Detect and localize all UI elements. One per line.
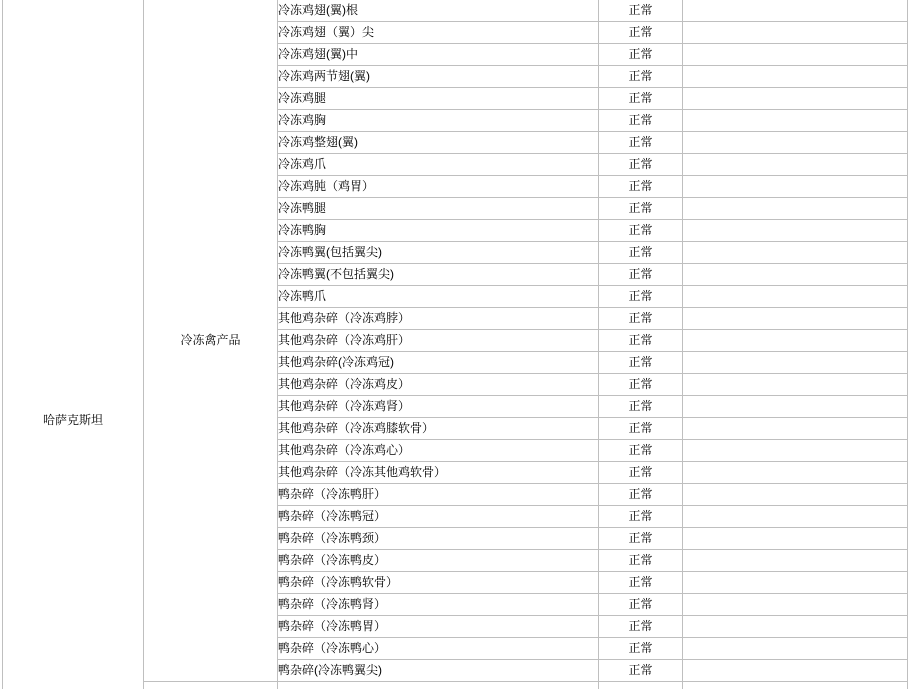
product-name-cell <box>278 682 599 689</box>
product-name-cell: 其他鸡杂碎（冷冻其他鸡软骨） <box>278 462 599 484</box>
country-cell <box>3 0 144 689</box>
status-cell <box>599 682 683 689</box>
product-name-cell: 其他鸡杂碎（冷冻鸡肾） <box>278 396 599 418</box>
status-cell: 正常 <box>599 88 683 110</box>
product-name-cell: 鸭杂碎（冷冻鸭肾） <box>278 594 599 616</box>
status-cell: 正常 <box>599 66 683 88</box>
status-cell: 正常 <box>599 330 683 352</box>
status-cell: 正常 <box>599 660 683 682</box>
product-name-cell: 冷冻鸡翅(翼)根 <box>278 0 599 22</box>
product-name-cell: 其他鸡杂碎（冷冻鸡肝） <box>278 330 599 352</box>
remark-cell <box>683 396 908 418</box>
status-cell: 正常 <box>599 198 683 220</box>
status-cell: 正常 <box>599 286 683 308</box>
product-name-cell: 其他鸡杂碎（冷冻鸡皮） <box>278 374 599 396</box>
product-name-cell: 冷冻鸡爪 <box>278 154 599 176</box>
status-cell: 正常 <box>599 0 683 22</box>
product-name-cell: 冷冻鸡腿 <box>278 88 599 110</box>
status-cell: 正常 <box>599 550 683 572</box>
remark-cell <box>683 176 908 198</box>
product-name-cell: 冷冻鸡整翅(翼) <box>278 132 599 154</box>
remark-cell <box>683 462 908 484</box>
remark-cell <box>683 22 908 44</box>
remark-cell <box>683 286 908 308</box>
remark-cell <box>683 550 908 572</box>
product-name-cell: 冷冻鸡翅(翼)中 <box>278 44 599 66</box>
status-cell: 正常 <box>599 44 683 66</box>
status-cell: 正常 <box>599 110 683 132</box>
country-label: 哈萨克斯坦 <box>42 413 103 427</box>
status-cell: 正常 <box>599 528 683 550</box>
remark-cell <box>683 330 908 352</box>
category-label: 冷冻禽产品 <box>180 333 241 347</box>
product-name-cell: 鸭杂碎（冷冻鸭冠） <box>278 506 599 528</box>
remark-cell <box>683 616 908 638</box>
product-name-cell: 鸭杂碎（冷冻鸭软骨） <box>278 572 599 594</box>
status-cell: 正常 <box>599 154 683 176</box>
status-cell: 正常 <box>599 418 683 440</box>
remark-cell <box>683 0 908 22</box>
remark-cell <box>683 638 908 660</box>
remark-cell <box>683 594 908 616</box>
remark-cell <box>683 440 908 462</box>
status-cell: 正常 <box>599 374 683 396</box>
remark-cell <box>683 88 908 110</box>
remark-cell <box>683 308 908 330</box>
remark-cell <box>683 682 908 689</box>
product-name-cell: 冷冻鸡两节翅(翼) <box>278 66 599 88</box>
product-name-cell: 鸭杂碎（冷冻鸭胃） <box>278 616 599 638</box>
product-name-cell: 冷冻鸭翼(不包括翼尖) <box>278 264 599 286</box>
product-name-cell: 鸭杂碎（冷冻鸭颈） <box>278 528 599 550</box>
product-name-cell: 冷冻鸭爪 <box>278 286 599 308</box>
product-name-cell: 鸭杂碎(冷冻鸭翼尖) <box>278 660 599 682</box>
product-name-cell: 其他鸡杂碎（冷冻鸡膝软骨） <box>278 418 599 440</box>
status-cell: 正常 <box>599 462 683 484</box>
status-cell: 正常 <box>599 616 683 638</box>
product-name-cell: 冷冻鸭腿 <box>278 198 599 220</box>
remark-cell <box>683 264 908 286</box>
product-table <box>2 0 908 689</box>
status-cell: 正常 <box>599 264 683 286</box>
product-name-cell: 鸭杂碎（冷冻鸭肝） <box>278 484 599 506</box>
product-name-cell: 冷冻鸭翼(包括翼尖) <box>278 242 599 264</box>
remark-cell <box>683 528 908 550</box>
status-cell: 正常 <box>599 594 683 616</box>
status-cell: 正常 <box>599 638 683 660</box>
remark-cell <box>683 242 908 264</box>
status-cell: 正常 <box>599 176 683 198</box>
remark-cell <box>683 352 908 374</box>
remark-cell <box>683 132 908 154</box>
remark-cell <box>683 220 908 242</box>
product-table-body <box>3 0 908 689</box>
remark-cell <box>683 66 908 88</box>
remark-cell <box>683 484 908 506</box>
status-cell: 正常 <box>599 22 683 44</box>
remark-cell <box>683 154 908 176</box>
status-cell: 正常 <box>599 308 683 330</box>
product-name-cell: 冷冻鸡胸 <box>278 110 599 132</box>
status-cell: 正常 <box>599 132 683 154</box>
category-cell <box>144 0 278 682</box>
status-cell: 正常 <box>599 396 683 418</box>
remark-cell <box>683 660 908 682</box>
product-name-cell: 鸭杂碎（冷冻鸭心） <box>278 638 599 660</box>
table-row <box>3 0 908 22</box>
status-cell: 正常 <box>599 506 683 528</box>
product-name-cell: 其他鸡杂碎（冷冻鸡心） <box>278 440 599 462</box>
status-cell: 正常 <box>599 484 683 506</box>
product-name-cell: 鸭杂碎（冷冻鸭皮） <box>278 550 599 572</box>
product-name-cell: 其他鸡杂碎(冷冻鸡冠) <box>278 352 599 374</box>
remark-cell <box>683 44 908 66</box>
status-cell: 正常 <box>599 572 683 594</box>
product-name-cell: 其他鸡杂碎（冷冻鸡脖） <box>278 308 599 330</box>
category-cell-next <box>144 682 278 689</box>
remark-cell <box>683 374 908 396</box>
remark-cell <box>683 572 908 594</box>
remark-cell <box>683 198 908 220</box>
status-cell: 正常 <box>599 242 683 264</box>
product-name-cell: 冷冻鸡肫（鸡胃） <box>278 176 599 198</box>
remark-cell <box>683 506 908 528</box>
product-name-cell: 冷冻鸡翅（翼）尖 <box>278 22 599 44</box>
status-cell: 正常 <box>599 440 683 462</box>
remark-cell <box>683 418 908 440</box>
status-cell: 正常 <box>599 352 683 374</box>
product-name-cell: 冷冻鸭胸 <box>278 220 599 242</box>
status-cell: 正常 <box>599 220 683 242</box>
remark-cell <box>683 110 908 132</box>
